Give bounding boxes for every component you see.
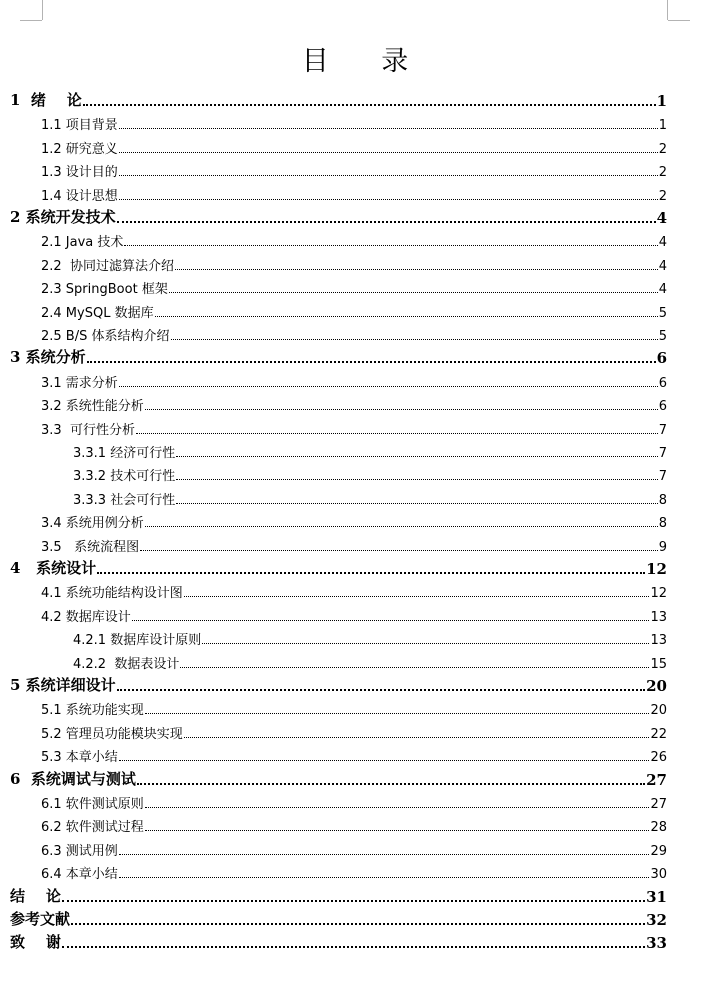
toc-entry-page-number: 6: [658, 375, 667, 391]
toc-entry[interactable]: [10, 767, 667, 789]
toc-entry-page-number: 2: [658, 188, 667, 204]
page-title: 目 录: [301, 46, 431, 77]
toc-dot-leader: [175, 268, 658, 270]
toc-entry[interactable]: [41, 579, 667, 601]
toc-dot-leader: [180, 666, 649, 668]
toc-entry[interactable]: [41, 696, 667, 718]
toc-dot-leader: [145, 525, 658, 527]
toc-entry-label: 2.5 B/S 体系结构介绍: [41, 329, 170, 344]
toc-dot-leader: [119, 385, 658, 387]
toc-entry-label: 1.4 设计思想: [41, 188, 118, 204]
toc-entry-label: 4.2.2 数据表设计: [73, 656, 180, 672]
toc-dot-leader: [176, 502, 658, 504]
toc-entry[interactable]: [41, 813, 667, 835]
toc-entry[interactable]: [41, 369, 667, 391]
toc-entry-label: 3.3.2 技术可行性: [73, 469, 176, 485]
toc-dot-leader: [140, 549, 658, 551]
toc-entry-label: 3.4 系统用例分析: [41, 516, 144, 532]
toc-entry-page-number: 4: [658, 258, 667, 274]
toc-dot-leader: [83, 103, 656, 106]
toc-dot-leader: [97, 571, 645, 574]
crop-mark-left-horizontal: [20, 20, 42, 21]
toc-entry[interactable]: [41, 603, 667, 625]
toc-entry-page-number: 1: [658, 118, 667, 134]
toc-entry[interactable]: [41, 182, 667, 204]
toc-entry-page-number: 6: [658, 399, 667, 415]
toc-entry[interactable]: [41, 720, 667, 742]
toc-entry-label: 3.1 需求分析: [41, 375, 118, 391]
toc-entry-label: 5.3 本章小结: [41, 750, 118, 766]
toc-dot-leader: [169, 291, 658, 293]
toc-entry[interactable]: [41, 299, 667, 321]
toc-entry[interactable]: [10, 556, 667, 578]
toc-entry-label: 5.1 系统功能实现: [41, 703, 144, 719]
toc-entry-page-number: 4: [656, 209, 667, 227]
toc-entry-page-number: 2: [658, 141, 667, 157]
toc-entry-page-number: 28: [650, 820, 667, 836]
toc-entry-label: 参考文献: [10, 910, 71, 928]
toc-entry[interactable]: [73, 462, 667, 484]
toc-entry-label: 3.2 系统性能分析: [41, 399, 144, 415]
toc-entry-label: 6 系统调试与测试: [10, 769, 136, 788]
toc-entry[interactable]: [10, 884, 667, 906]
toc-entry-page-number: 26: [650, 750, 667, 766]
toc-entry-label: 4 系统设计: [10, 559, 97, 577]
toc-entry[interactable]: [41, 790, 667, 812]
toc-entry-page-number: 12: [650, 586, 667, 602]
toc-dot-leader: [119, 174, 658, 176]
toc-entry-label: 1 绪 论: [10, 91, 82, 109]
toc-dot-leader: [184, 595, 650, 597]
toc-entry-page-number: 8: [658, 492, 667, 508]
toc-entry[interactable]: [41, 743, 667, 765]
toc-dot-leader: [136, 432, 658, 434]
toc-dot-leader: [132, 619, 650, 621]
toc-entry-page-number: 27: [646, 770, 667, 789]
toc-dot-leader: [145, 806, 650, 808]
toc-entry-label: 3.3 可行性分析: [41, 422, 135, 438]
toc-entry-label: 4.2 数据库设计: [41, 609, 131, 625]
toc-entry-page-number: 13: [650, 609, 667, 625]
toc-dot-leader: [145, 408, 658, 410]
toc-entry-page-number: 22: [650, 726, 667, 742]
toc-entry-label: 3.3.3 社会可行性: [73, 492, 176, 508]
toc-entry-page-number: 30: [650, 867, 667, 883]
toc-dot-leader: [124, 244, 657, 246]
toc-entry-page-number: 9: [658, 539, 667, 555]
toc-entry-page-number: 6: [656, 349, 667, 368]
toc-entry[interactable]: [41, 252, 667, 274]
toc-dot-leader: [171, 338, 658, 340]
toc-entry-label: 4.2.1 数据库设计原则: [73, 633, 202, 649]
toc-entry-page-number: 4: [658, 282, 667, 298]
toc-entry-page-number: 7: [658, 446, 667, 461]
crop-mark-right-vertical: [667, 0, 668, 20]
toc-entry-page-number: 13: [650, 633, 667, 649]
crop-mark-left-vertical: [42, 0, 43, 20]
toc-entry[interactable]: [41, 509, 667, 531]
toc-entry-label: 3.3.1 经济可行性: [73, 446, 176, 461]
toc-dot-leader: [119, 759, 650, 761]
toc-dot-leader: [87, 360, 656, 363]
toc-dot-leader: [119, 127, 658, 129]
toc-entry-label: 5 系统详细设计: [10, 676, 116, 694]
toc-entry[interactable]: [41, 860, 667, 882]
toc-entry-page-number: 7: [658, 469, 667, 485]
toc-entry-label: 6.3 测试用例: [41, 843, 118, 859]
toc-entry[interactable]: [41, 416, 667, 438]
toc-entry-page-number: 15: [650, 656, 667, 672]
toc-entry[interactable]: [73, 650, 667, 672]
toc-entry[interactable]: [10, 930, 667, 952]
toc-entry-page-number: 12: [646, 560, 667, 578]
toc-entry[interactable]: [10, 88, 667, 110]
toc-dot-leader: [71, 922, 645, 925]
toc-entry-page-number: 20: [650, 703, 667, 719]
toc-dot-leader: [117, 688, 645, 691]
toc-entry[interactable]: [41, 135, 667, 157]
toc-entry-page-number: 20: [646, 677, 667, 695]
toc-entry-label: 3 系统分析: [10, 348, 86, 367]
toc-entry-label: 致 谢: [10, 933, 61, 952]
toc-dot-leader: [117, 220, 656, 223]
toc-dot-leader: [145, 712, 650, 714]
toc-entry-label: 6.2 软件测试过程: [41, 820, 144, 836]
toc-dot-leader: [62, 899, 645, 902]
toc-entry-page-number: 2: [658, 165, 667, 181]
toc-dot-leader: [202, 642, 649, 644]
toc-entry-label: 结 论: [10, 886, 61, 905]
toc-entry-label: 1.2 研究意义: [41, 141, 118, 157]
toc-dot-leader: [184, 736, 650, 738]
toc-entry-label: 2.1 Java 技术: [41, 235, 124, 251]
toc-entry[interactable]: [41, 228, 667, 250]
toc-entry[interactable]: [41, 111, 667, 133]
toc-entry-label: 2.4 MySQL 数据库: [41, 305, 154, 321]
toc-entry-label: 5.2 管理员功能模块实现: [41, 726, 183, 742]
toc-dot-leader: [176, 455, 658, 457]
crop-mark-right-horizontal: [668, 20, 690, 21]
toc-entry-page-number: 33: [646, 934, 667, 953]
toc-entry-label: 2 系统开发技术: [10, 208, 116, 226]
toc-entry[interactable]: [10, 907, 667, 929]
toc-entry[interactable]: [41, 837, 667, 859]
toc-dot-leader: [62, 945, 645, 948]
toc-entry[interactable]: [73, 486, 667, 508]
toc-dot-leader: [145, 829, 650, 831]
toc-dot-leader: [119, 876, 650, 878]
toc-entry-label: 1.1 项目背景: [41, 118, 118, 134]
toc-entry-page-number: 8: [658, 516, 667, 532]
toc-entry-label: 6.1 软件测试原则: [41, 797, 144, 812]
toc-entry-page-number: 1: [656, 92, 667, 110]
toc-entry-label: 6.4 本章小结: [41, 867, 118, 883]
toc-entry-label: 2.3 SpringBoot 框架: [41, 282, 168, 298]
toc-entry[interactable]: [10, 673, 667, 695]
toc-entry-page-number: 27: [650, 797, 667, 812]
toc-entry-label: 3.5 系统流程图: [41, 539, 140, 555]
toc-entry[interactable]: [10, 345, 667, 367]
toc-entry-page-number: 7: [658, 422, 667, 438]
toc-entry[interactable]: [41, 275, 667, 297]
toc-dot-leader: [119, 198, 658, 200]
toc-entry-page-number: 32: [646, 911, 667, 929]
toc-entry[interactable]: [41, 392, 667, 414]
toc-dot-leader: [176, 478, 658, 480]
toc-entry-page-number: 31: [646, 887, 667, 906]
toc-entry[interactable]: [41, 322, 667, 344]
toc-entry-page-number: 4: [658, 235, 667, 251]
toc-entry-label: 4.1 系统功能结构设计图: [41, 586, 183, 602]
toc-dot-leader: [137, 782, 645, 785]
toc-entry-page-number: 5: [658, 329, 667, 344]
toc-entry-page-number: 5: [658, 305, 667, 321]
toc-entry-label: 1.3 设计目的: [41, 165, 118, 181]
toc-entry-label: 2.2 协同过滤算法介绍: [41, 258, 174, 274]
toc-dot-leader: [155, 315, 658, 317]
toc-entry-page-number: 29: [650, 843, 667, 859]
toc-dot-leader: [119, 151, 658, 153]
toc-dot-leader: [119, 853, 650, 855]
toc-entry[interactable]: [10, 205, 667, 227]
toc-entry[interactable]: [73, 626, 667, 648]
toc-entry[interactable]: [41, 158, 667, 180]
toc-entry[interactable]: [41, 533, 667, 555]
toc-entry[interactable]: [73, 439, 667, 461]
